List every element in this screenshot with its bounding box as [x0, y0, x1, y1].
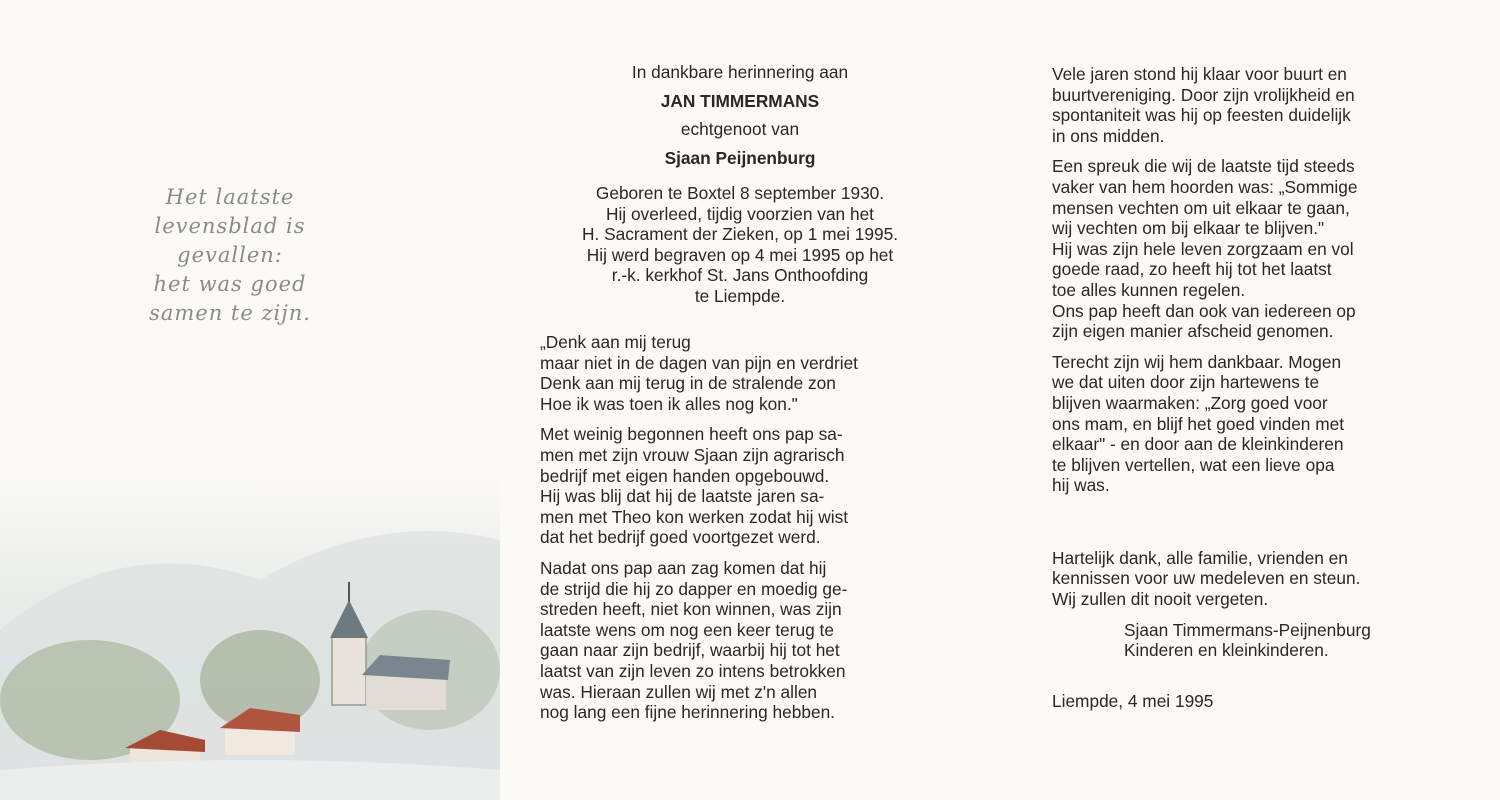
signature — [1052, 620, 1452, 661]
thanks-line: Hartelijk dank, alle familie, vrienden en — [1052, 547, 1348, 568]
text-line: mensen vechten om uit elkaar te gaan, — [1052, 197, 1350, 218]
spouse-name: Sjaan Peijnenburg — [664, 147, 816, 168]
text-line: ons mam, en blijf het goed vinden met — [1052, 413, 1345, 434]
right-text — [1052, 64, 1452, 711]
text-line: laatst van zijn leven zo intens betrokken — [540, 660, 846, 681]
signature-line: Kinderen en kleinkinderen. — [1124, 640, 1329, 661]
signature-line: Sjaan Timmermans-Peijnenburg — [1124, 619, 1371, 640]
paragraph — [1052, 352, 1452, 496]
church-landscape-illustration — [0, 470, 500, 800]
text-line: laatste wens om nog een keer terug te — [540, 619, 834, 640]
paragraph — [1052, 156, 1452, 341]
center-text — [540, 332, 945, 733]
text-line: zijn eigen manier afscheid genomen. — [1052, 321, 1334, 342]
text-line: dat het bedrijf goed voortgezet werd. — [540, 527, 821, 548]
paragraph — [540, 558, 945, 723]
text-line: Hij was blij dat hij de laatste jaren sa- — [540, 486, 825, 507]
text-line: Vele jaren stond hij klaar voor buurt en — [1052, 64, 1347, 84]
text-line: toe alles kunnen regelen. — [1052, 279, 1246, 300]
text-line: vaker van hem hoorden was: „Sommige — [1052, 176, 1358, 197]
text-line: men met zijn vrouw Sjaan zijn agrarisch — [540, 444, 845, 465]
info-line: r.-k. kerkhof St. Jans Onthoofding — [611, 265, 869, 286]
text-line: Denk aan mij terug in de stralende zon — [540, 373, 836, 394]
intro-text: In dankbare herinnering aan — [631, 62, 849, 82]
paragraph — [540, 424, 945, 548]
text-line: maar niet in de dagen van pijn en verdriet — [540, 352, 858, 373]
paragraph — [540, 332, 945, 414]
info-line: Hij overleed, tijdig voorzien van het — [605, 203, 874, 224]
text-line: te blijven vertellen, wat een lieve opa — [1052, 454, 1335, 475]
place-date: Liempde, 4 mei 1995 — [1052, 690, 1214, 711]
text-line: goede raad, zo heeft hij tot het laatst — [1052, 259, 1332, 280]
info-line: H. Sacrament der Zieken, op 1 mei 1995. — [581, 224, 899, 245]
text-line: Hij was zijn hele leven zorgzaam en vol — [1052, 238, 1354, 259]
text-line: Ons pap heeft dan ook van iedereen op — [1052, 300, 1356, 321]
poem-line: Het laatste — [165, 185, 295, 209]
relation-text: echtgenoot van — [680, 119, 800, 140]
text-line: was. Hieraan zullen wij met z'n allen — [540, 681, 818, 702]
thanks — [1052, 548, 1452, 610]
poem-line: levensblad is gevallen: — [154, 214, 306, 267]
poem-line: het was goed — [153, 272, 307, 296]
paragraph — [1052, 64, 1452, 146]
life-details — [540, 183, 940, 307]
info-line: te Liempde. — [694, 285, 786, 306]
text-line: Terecht zijn wij hem dankbaar. Mogen — [1052, 351, 1342, 372]
text-line: gaan naar zijn bedrijf, waarbij hij tot het — [540, 640, 840, 661]
text-line: we dat uiten door zijn hartewens te — [1052, 372, 1320, 393]
text-line: bedrijf met eigen handen opgebouwd. — [540, 465, 830, 486]
info-line: Geboren te Boxtel 8 september 1930. — [595, 183, 885, 203]
thanks-line: Wij zullen dit nooit vergeten. — [1052, 589, 1269, 610]
poem-line: samen te zijn. — [149, 301, 311, 325]
text-line: Hoe ik was toen ik alles nog kon." — [540, 393, 798, 414]
text-line: Met weinig begonnen heeft ons pap sa- — [540, 424, 843, 445]
poem — [100, 183, 360, 328]
text-line: blijven waarmaken: „Zorg goed voor — [1052, 392, 1328, 413]
text-line: nog lang een fijne herinnering hebben. — [540, 702, 835, 723]
text-line: hij was. — [1052, 475, 1110, 496]
text-line: streden heeft, niet kon winnen, was zijn — [540, 599, 842, 620]
text-line: spontaniteit was hij op feesten duidelijk — [1052, 105, 1351, 126]
text-line: „Denk aan mij terug — [540, 332, 691, 352]
text-line: in ons midden. — [1052, 125, 1165, 146]
card-header — [540, 62, 940, 176]
text-line: men met Theo kon werken zodat hij wist — [540, 506, 849, 527]
text-line: elkaar" - en door aan de kleinkinderen — [1052, 434, 1344, 455]
thanks-line: kennissen voor uw medeleven en steun. — [1052, 568, 1361, 589]
deceased-name: JAN TIMMERMANS — [660, 90, 820, 111]
text-line: wij vechten om bij elkaar te blijven." — [1052, 218, 1325, 239]
info-line: Hij werd begraven op 4 mei 1995 op het — [586, 244, 894, 265]
text-line: Nadat ons pap aan zag komen dat hij — [540, 557, 827, 578]
text-line: de strijd die hij zo dapper en moedig ge- — [540, 578, 848, 599]
text-line: buurtvereniging. Door zijn vrolijkheid en — [1052, 84, 1355, 105]
text-line: Een spreuk die wij de laatste tijd steeds — [1052, 156, 1355, 177]
